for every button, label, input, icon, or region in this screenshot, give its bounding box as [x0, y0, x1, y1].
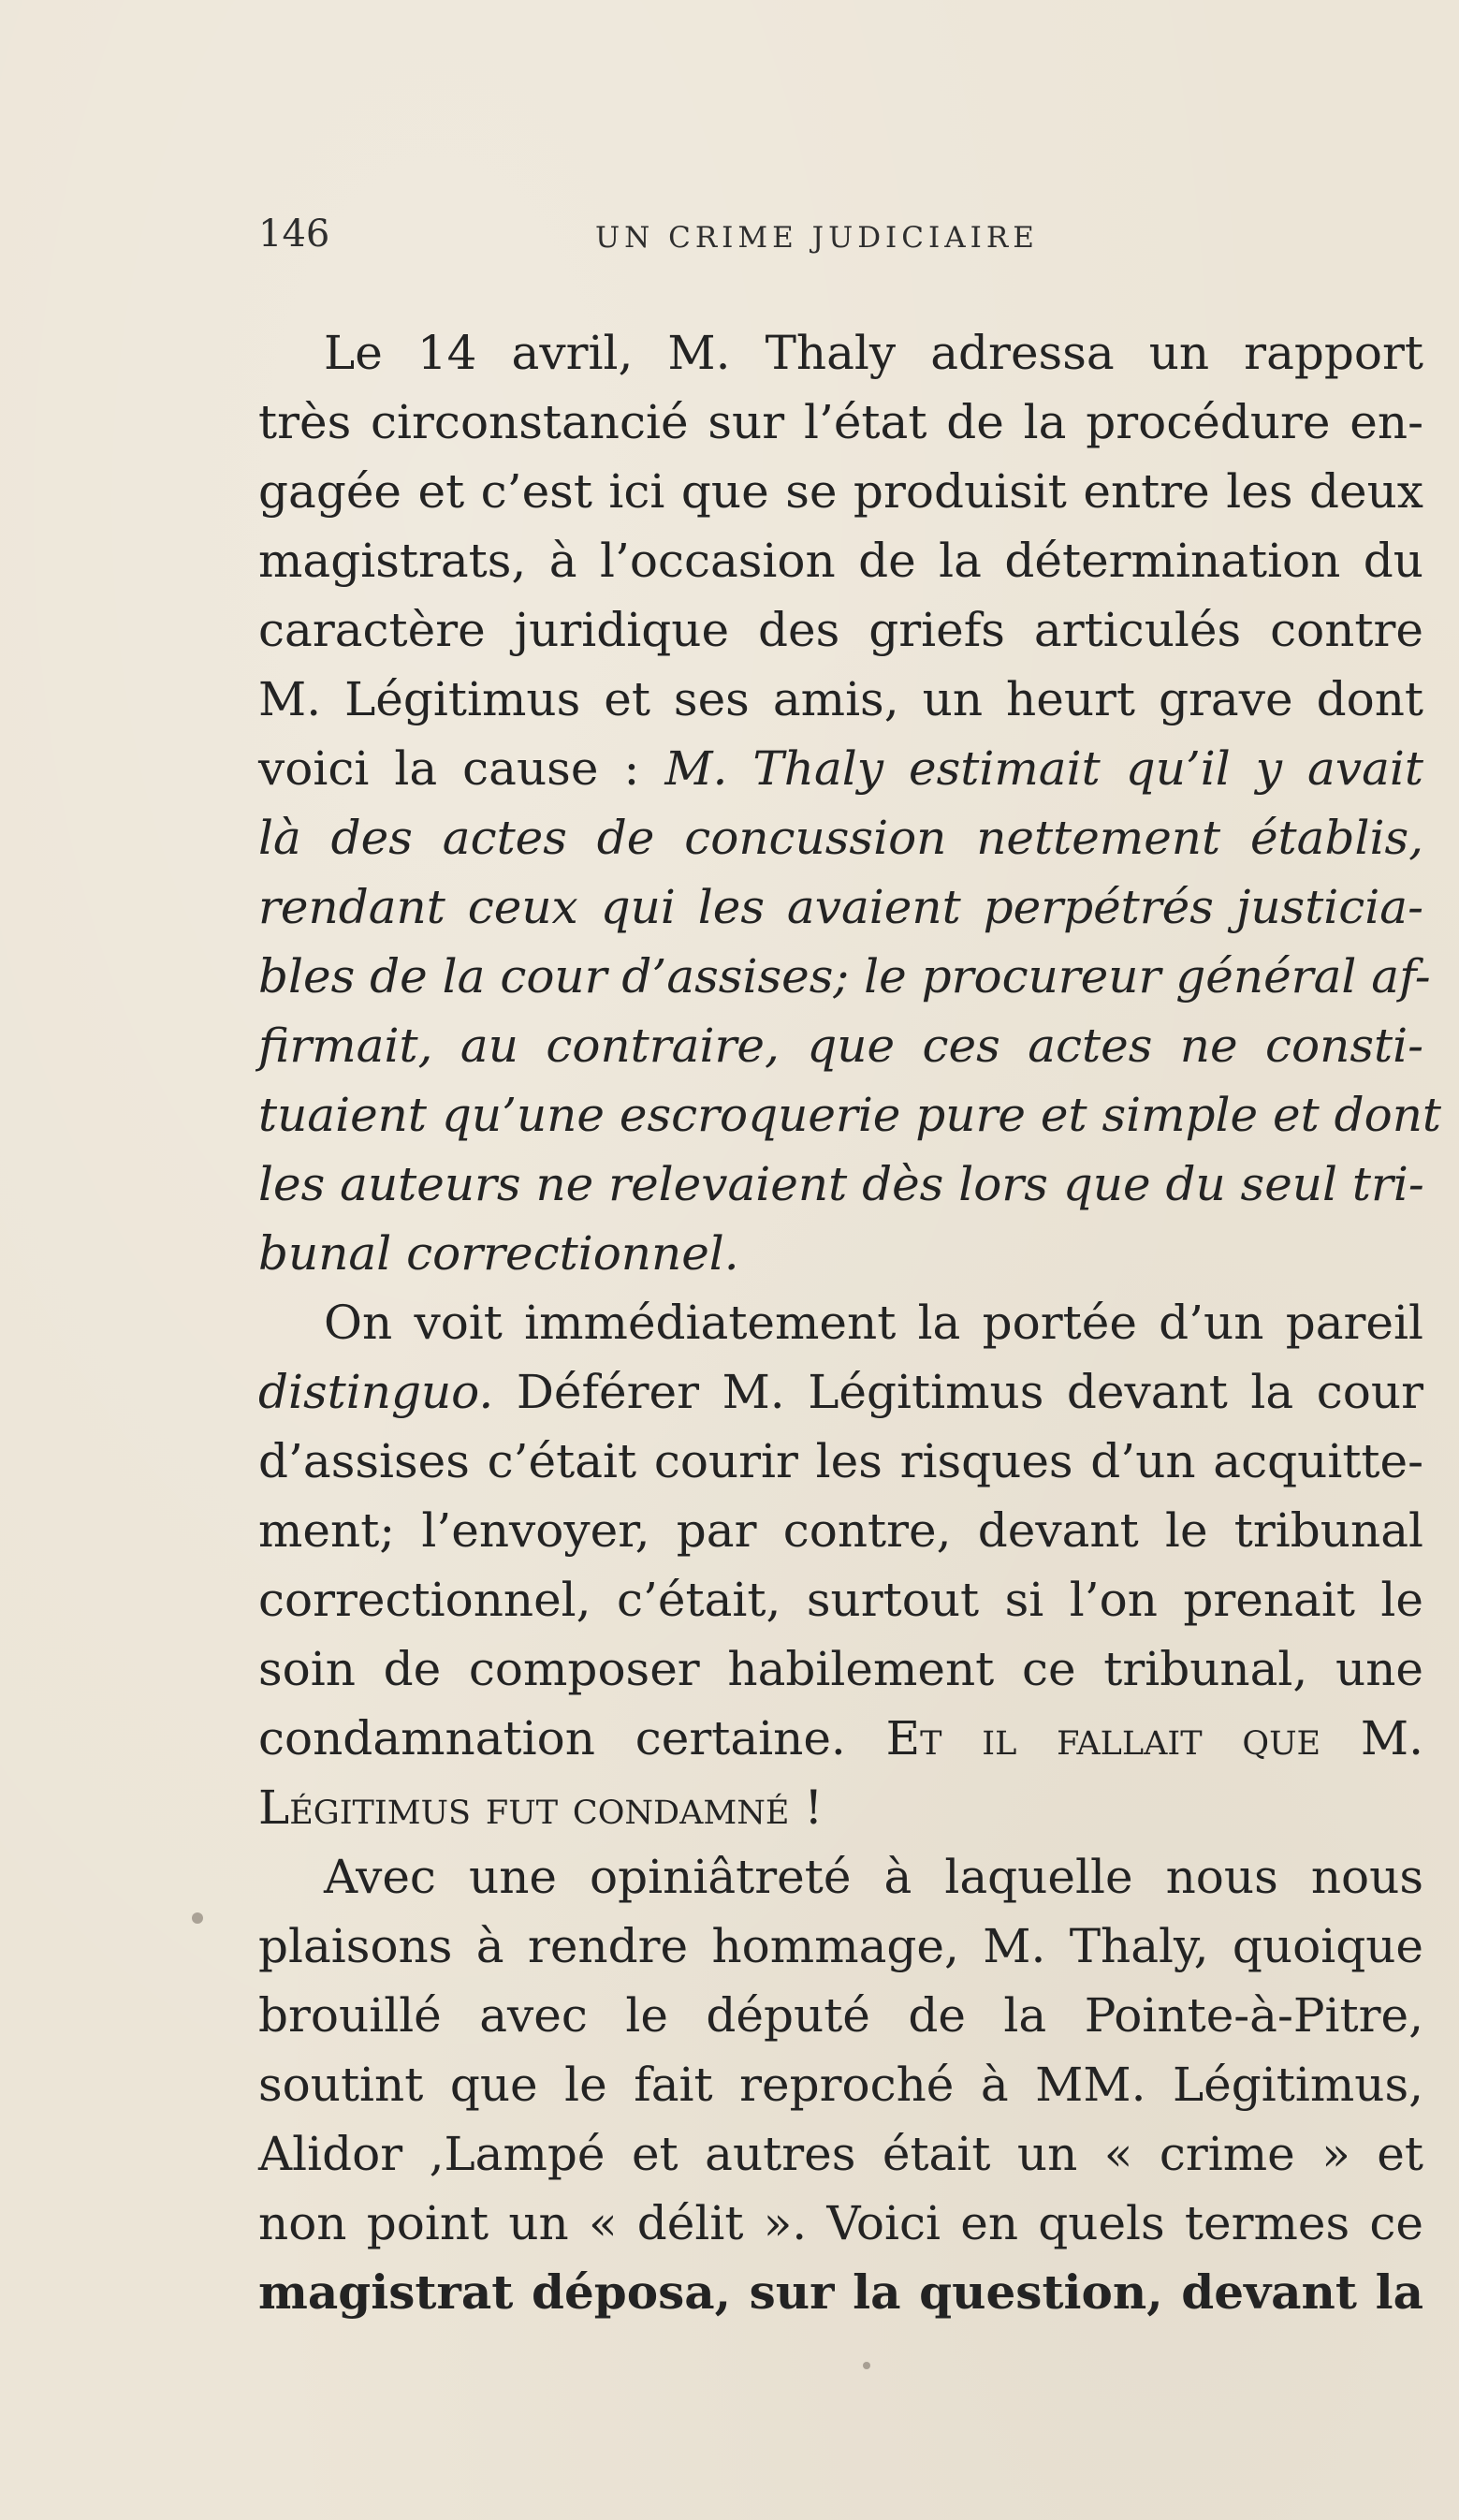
- text-segment: Alidor ,Lampé et autres était un « crime » et: [258, 2127, 1423, 2181]
- text-segment: caractère juridique des griefs articulés contre: [258, 603, 1423, 657]
- text-segment: les auteurs ne relevaient dès lors que du seul tri-: [258, 1157, 1424, 1211]
- text-line: [258, 2050, 1423, 2119]
- text-segment: bles de la cour d’assises; le procureur général af-: [258, 949, 1431, 1004]
- text-line: [258, 942, 1431, 1011]
- text-line: [258, 1080, 1441, 1150]
- text-line: [258, 1219, 1423, 1288]
- text-segment: correctionnel, c’était, surtout si l’on prenait le: [258, 1573, 1423, 1627]
- ink-speck: [863, 2362, 870, 2369]
- text-segment: Déférer M. Légitimus devant la cour: [493, 1365, 1423, 1419]
- text-segment: Légitimus fut condamné !: [258, 1780, 824, 1835]
- text-line: [258, 526, 1423, 595]
- text-line: [258, 1357, 1423, 1427]
- text-line: [258, 1150, 1423, 1219]
- text-line: [258, 2119, 1423, 2189]
- page-number: 146: [258, 212, 330, 256]
- text-segment: Le 14 avril, M. Thaly adressa un rapport: [324, 326, 1423, 380]
- text-segment: là des actes de concussion nettement établis,: [258, 811, 1423, 865]
- ink-speck: [192, 1912, 203, 1924]
- text-segment: On voit immédiatement la portée d’un pareil: [324, 1296, 1423, 1350]
- text-segment: rendant ceux qui les avaient perpétrés justicia-: [258, 880, 1423, 934]
- text-line: [258, 1704, 1423, 1773]
- text-line: [258, 872, 1423, 942]
- text-segment: bunal correctionnel.: [258, 1226, 739, 1281]
- text-line: [258, 2189, 1423, 2258]
- text-segment: M. Légitimus et ses amis, un heurt grave dont: [258, 672, 1423, 726]
- text-line: [258, 388, 1423, 457]
- text-segment: magistrat déposa, sur la question, devant la: [258, 2264, 1423, 2320]
- text-line: [258, 1912, 1423, 1981]
- text-line: [258, 457, 1423, 526]
- text-segment: non point un « délit ». Voici en quels termes ce: [258, 2196, 1423, 2250]
- text-segment: firmait, au contraire, que ces actes ne consti-: [258, 1018, 1423, 1073]
- text-segment: magistrats, à l’occasion de la détermination du: [258, 534, 1423, 588]
- text-line: [258, 1565, 1423, 1634]
- running-title: UN CRIME JUDICIAIRE: [595, 221, 1039, 255]
- text-segment: soutint que le fait reproché à MM. Légitimus,: [258, 2058, 1423, 2112]
- text-line: [258, 1427, 1423, 1496]
- text-segment: Avec une opiniâtreté à laquelle nous nous: [324, 1850, 1423, 1904]
- text-line: [258, 1981, 1423, 2050]
- text-line: [258, 1842, 1423, 1912]
- text-segment: plaisons à rendre hommage, M. Thaly, quoique: [258, 1919, 1423, 1973]
- text-line: [258, 803, 1423, 872]
- text-line: [258, 1496, 1423, 1565]
- text-line: [258, 595, 1423, 665]
- text-line: [258, 2258, 1423, 2327]
- text-segment: très circonstancié sur l’état de la procédure en-: [258, 395, 1423, 449]
- text-segment: condamnation certaine.: [258, 1711, 886, 1765]
- text-segment: Et il fallait que M.: [885, 1711, 1423, 1765]
- text-segment: M. Thaly estimait qu’il y avait: [664, 741, 1423, 796]
- body-text: [258, 318, 1441, 2327]
- text-segment: ment; l’envoyer, par contre, devant le tribunal: [258, 1503, 1423, 1558]
- text-segment: voici la cause :: [258, 741, 665, 796]
- running-head: [258, 208, 1194, 260]
- text-line: [258, 665, 1423, 734]
- text-line: [258, 1288, 1423, 1357]
- text-line: [258, 318, 1423, 388]
- text-segment: tuaient qu’une escroquerie pure et simple et dont: [258, 1088, 1441, 1142]
- text-segment: brouillé avec le député de la Pointe-à-Pitre,: [258, 1988, 1423, 2043]
- text-segment: d’assises c’était courir les risques d’un acquitte-: [258, 1434, 1423, 1488]
- text-segment: gagée et c’est ici que se produisit entre les deux: [258, 464, 1423, 519]
- text-line: [258, 1011, 1423, 1080]
- text-line: [258, 734, 1423, 803]
- text-segment: soin de composer habilement ce tribunal, une: [258, 1642, 1423, 1696]
- text-line: [258, 1634, 1423, 1704]
- text-segment: distinguo.: [258, 1365, 494, 1419]
- text-line: [258, 1773, 1423, 1842]
